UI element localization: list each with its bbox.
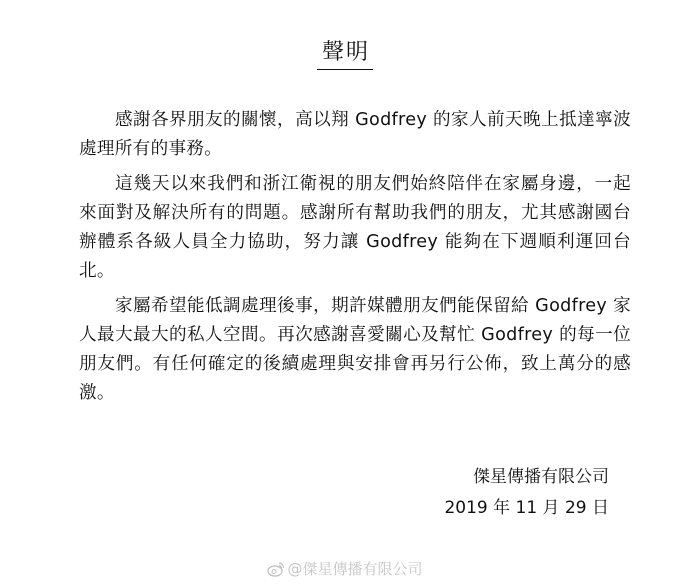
statement-paragraph-3: 家屬希望能低調處理後事，期許媒體朋友們能保留給 Godfrey 家人最大最大的私人空間。再次感謝喜愛關心及幫忙 Godfrey 的每一位朋友們。有任何確定的後續處理與安排會再另行公佈，致上萬分的感激。 bbox=[79, 296, 631, 403]
watermark-text: @傑星傳播有限公司 bbox=[287, 560, 423, 578]
signature-date: 2019 年 11 月 29 日 bbox=[444, 498, 609, 518]
weibo-icon bbox=[267, 561, 285, 583]
weibo-watermark bbox=[0, 558, 690, 583]
signature-block bbox=[444, 462, 609, 524]
document-title-text: 聲明 bbox=[317, 38, 373, 70]
statement-body bbox=[79, 106, 631, 414]
statement-paragraph-2: 這幾天以來我們和浙江衛視的朋友們始終陪伴在家屬身邊，一起來面對及解決所有的問題。感謝所有幫助我們的朋友，尤其感謝國台辦體系各級人員全力協助，努力讓 Godfrey 能夠在下週順利運回台北。 bbox=[79, 174, 631, 281]
signature-company: 傑星傳播有限公司 bbox=[473, 467, 609, 487]
statement-paragraph-1: 感謝各界朋友的關懷，高以翔 Godfrey 的家人前天晚上抵達寧波處理所有的事務。 bbox=[79, 110, 631, 159]
document-title bbox=[0, 38, 690, 70]
